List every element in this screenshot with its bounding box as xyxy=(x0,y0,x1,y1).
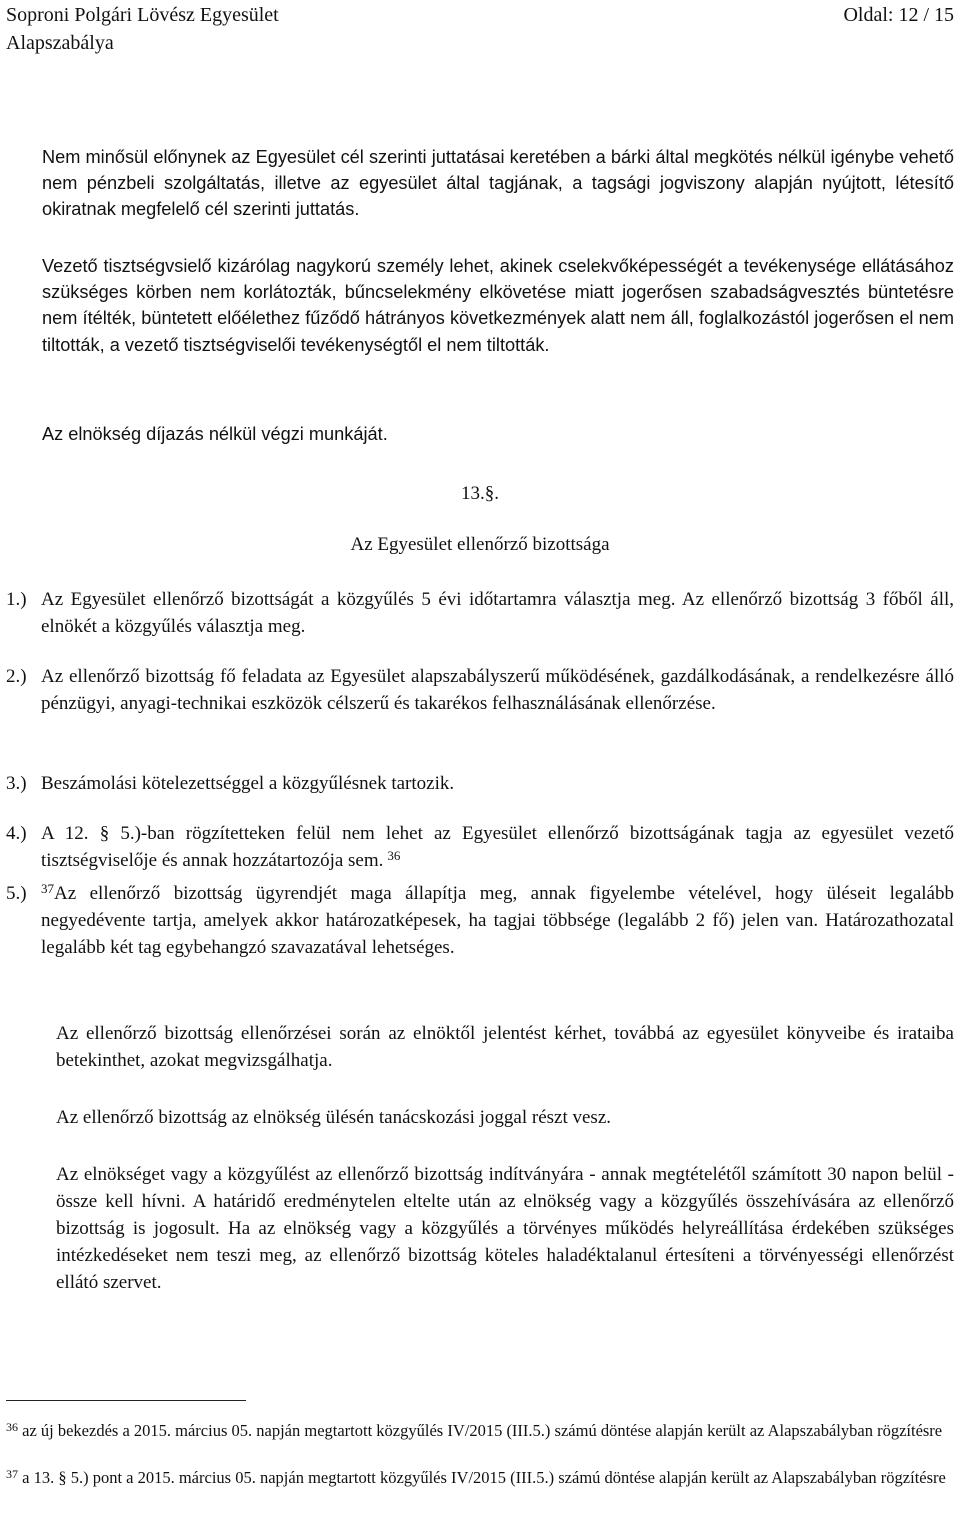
paragraph-officer-eligibility: Vezető tisztségvsielő kizárólag nagykorú személy lehet, akinek cselekvőképességét a tevékenysége ellátásához szükséges körben nem korlátozták, bűncselekmény elkövetése miatt jogerősen szabadságvesztés büntetésre nem ítélték, büntetett előélethez fűződő hátrányos következmények alatt nem áll, foglalkozástól jogerősen el nem tiltották, a vezető tisztségviselői tevékenységtől el nem tiltották. xyxy=(42,256,954,355)
item-number: 1.) xyxy=(6,589,27,610)
section-number: 13.§. xyxy=(461,483,499,504)
item-text: Az ellenőrző bizottság fő feladata az Egyesület alapszabályszerű működésének, gazdálkodásának, a rendelkezésre álló pénzügyi, anyagi-technikai eszközök célszerű és takarékos felhasználásának ellenőrzése. xyxy=(41,666,954,714)
paragraph-benefit: Nem minősül előnynek az Egyesület cél szerinti juttatásai keretében a bárki által megkötés nélkül igénybe vehető nem pénzbeli szolgáltatás, illetve az egyesület által tagjának, a tagsági jogviszony alapján nyújtott, létesítő okiratnak megfelelő cél szerinti juttatás. xyxy=(42,147,954,220)
section-title: Az Egyesület ellenőrző bizottsága xyxy=(350,534,610,555)
paragraph-convocation: Az elnökséget vagy a közgyűlést az ellenőrző bizottság indítványára - annak megtételétől számított 30 napon belül - össze kell hívni. A határidő eredménytelen eltelte után az elnökség vagy a közgyűlés összehívására az ellenőrző bizottság is jogosult. Ha az elnökség vagy a közgyűlés a törvényes működés helyreállítása érdekében szükséges intézkedéseket nem teszi meg, az ellenőrző bizottság köteles haladéktalanul értesíteni a törvényességi ellenőrzést ellátó szervet. xyxy=(56,1164,954,1293)
footnote-separator xyxy=(6,1400,246,1401)
item-text: Beszámolási kötelezettséggel a közgyűlésnek tartozik. xyxy=(41,773,455,794)
footnote-number: 36 xyxy=(6,1420,18,1434)
item-number: 2.) xyxy=(6,666,27,687)
footnote xyxy=(6,1420,954,1441)
page-number: Oldal: 12 / 15 xyxy=(843,4,954,26)
item-text: Az ellenőrző bizottság ügyrendjét maga állapítja meg, annak figyelembe vételével, hogy üléseit legalább negyedévente tartja, amelyek akkor határozatképesek, ha tagjai többsége (legalább 2 fő) jelen van. Határozathozatal legalább két tag egybehangzó szavazatával lehetséges. xyxy=(41,883,954,958)
footnote-text: a 13. § 5.) pont a 2015. március 05. napján megtartott közgyűlés IV/2015 (III.5.) számú döntése alapján került az Alapszabályban rögzítésre xyxy=(22,1468,946,1487)
footnote-number: 37 xyxy=(6,1467,18,1481)
item-body xyxy=(41,880,954,961)
item-number: 3.) xyxy=(6,773,27,794)
list-item xyxy=(6,770,954,797)
paragraph-meeting-participation: Az ellenőrző bizottság az elnökség ülésén tanácskozási joggal részt vesz. xyxy=(56,1107,612,1128)
list-item xyxy=(6,663,954,717)
footnote-ref[interactable]: 37 xyxy=(41,881,54,896)
footnote-text: az új bekezdés a 2015. március 05. napján megtartott közgyűlés IV/2015 (III.5.) számú döntése alapján került az Alapszabályban rögzítésre xyxy=(22,1421,943,1440)
item-text: A 12. § 5.)-ban rögzítetteken felül nem lehet az Egyesület ellenőrző bizottságának tagja az egyesület vezető tisztségviselője és annak hozzátartozója sem. xyxy=(41,823,954,871)
list-item xyxy=(6,586,954,640)
footnote-ref[interactable]: 36 xyxy=(387,848,401,863)
list-item xyxy=(6,820,954,874)
item-body xyxy=(41,820,954,874)
footnote xyxy=(6,1467,954,1488)
item-text: Az Egyesület ellenőrző bizottságát a közgyűlés 5 évi időtartamra választja meg. Az ellenőrző bizottság 3 főből áll, elnökét a közgyűlés választja meg. xyxy=(41,589,954,637)
paragraph-audit-rights: Az ellenőrző bizottság ellenőrzései során az elnöktől jelentést kérhet, továbbá az egyesület könyveibe és irataiba betekinthet, azokat megvizsgálhatja. xyxy=(56,1023,954,1071)
document-title: Alapszabálya xyxy=(6,32,114,54)
page-header xyxy=(6,3,954,27)
paragraph-board-remuneration: Az elnökség díjazás nélkül végzi munkáját. xyxy=(42,424,388,444)
item-number: 5.) xyxy=(6,883,27,904)
list-item xyxy=(6,880,954,961)
item-number: 4.) xyxy=(6,823,27,844)
organization-name: Soproni Polgári Lövész Egyesület xyxy=(6,4,279,26)
